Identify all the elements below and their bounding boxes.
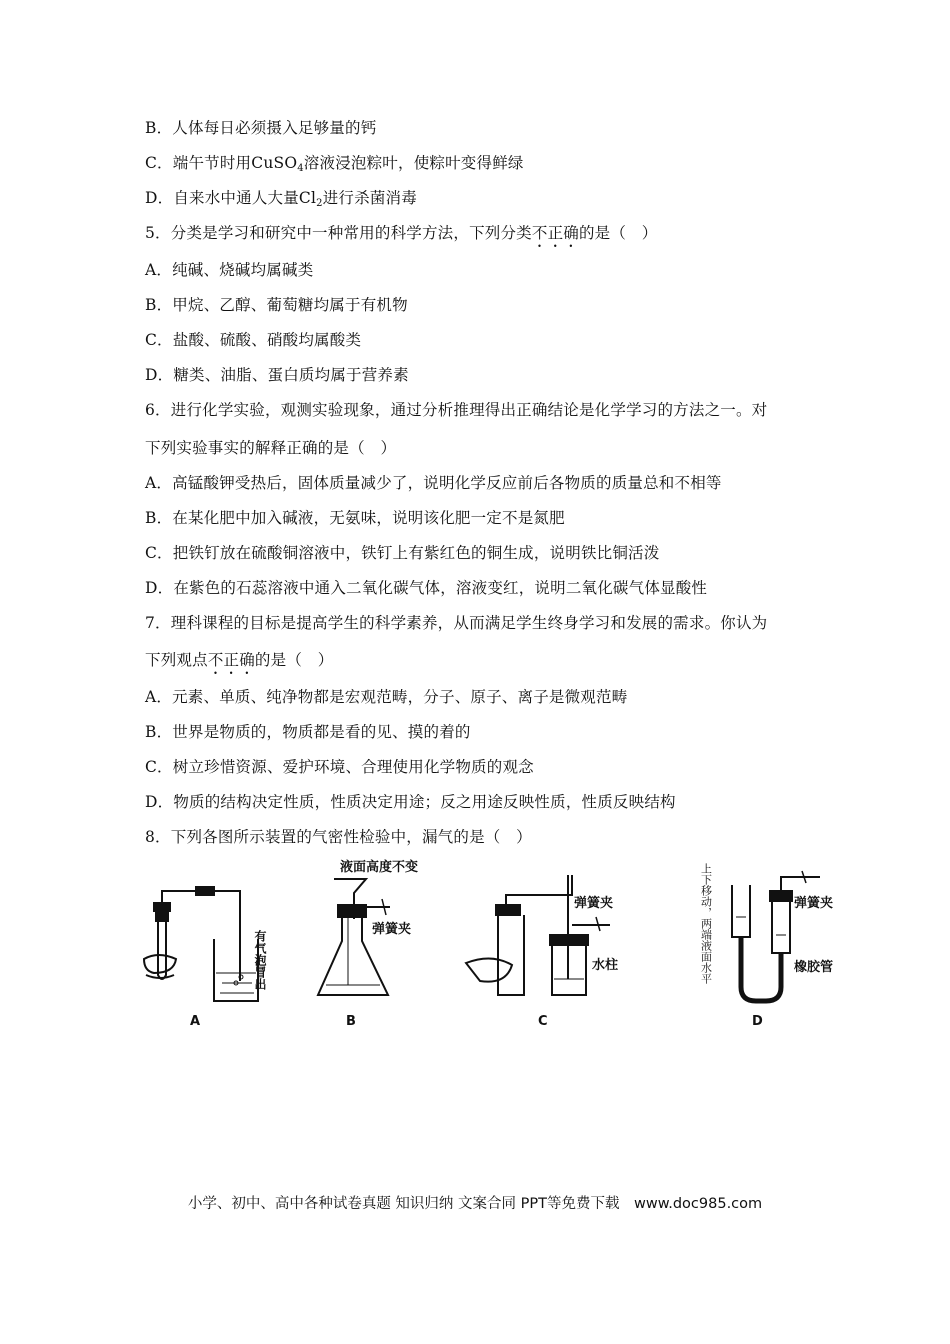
emphasis-text: 不正确	[207, 651, 255, 669]
question-7-stem-2	[145, 649, 333, 678]
stem-text: 5．分类是学习和研究中一种常用的科学方法，下列分类	[145, 224, 532, 242]
stem-text: 下列观点	[145, 651, 208, 669]
note-b-2: 弹簧夹	[372, 922, 412, 937]
note-d-1-text: 上下移动，两端液面水平	[699, 863, 713, 984]
note-a-text: 有气泡冒出	[253, 930, 267, 990]
question-6-stem-2: 下列实验事实的解释正确的是（ ）	[145, 439, 397, 457]
note-d-1	[700, 862, 713, 984]
stem-text-end: 的是（ ）	[254, 651, 334, 669]
apparatus-a	[144, 887, 258, 1001]
option-5a: A．纯碱、烧碱均属碱类	[145, 261, 314, 279]
option-6d: D．在紫色的石蕊溶液中通入二氧化碳气体，溶液变红，说明二氧化碳气体显酸性	[145, 579, 708, 597]
option-4d	[145, 187, 417, 215]
note-b-1: 液面高度不变	[340, 860, 419, 875]
option-4c-text: C．端午节时用CuSO	[145, 154, 298, 172]
option-5d: D．糖类、油脂、蛋白质均属于营养素	[145, 366, 409, 384]
note-a	[253, 929, 267, 991]
option-7c: C．树立珍惜资源、爱护环境、合理使用化学物质的观念	[145, 758, 534, 776]
subscript: 2	[316, 198, 323, 209]
question-5-stem	[145, 222, 658, 251]
emphasis-text: 不正确	[531, 224, 579, 242]
option-6a: A．高锰酸钾受热后，固体质量减少了，说明化学反应前后各物质的质量总和不相等	[145, 474, 722, 492]
page-footer: 小学、初中、高中各种试卷真题 知识归纳 文案合同 PPT等免费下载 www.doc985.com	[187, 1196, 763, 1212]
question-6-stem-1: 6．进行化学实验，观测实验现象，通过分析推理得出正确结论是化学学习的方法之一。对	[145, 401, 768, 419]
label-c: C	[538, 1014, 548, 1029]
note-c-2: 水柱	[592, 958, 619, 973]
stem-text-end: 的是（ ）	[578, 224, 658, 242]
option-4b: B．人体每日必须摄入足够量的钙	[145, 119, 377, 137]
note-c-1: 弹簧夹	[574, 896, 614, 911]
apparatus-d	[732, 871, 820, 1001]
option-4d-text: D．自来水中通人大量Cl	[145, 189, 317, 207]
option-4d-text-end: 进行杀菌消毒	[322, 189, 417, 207]
label-a: A	[190, 1014, 201, 1029]
apparatus-figure	[140, 855, 860, 1035]
note-d-3: 橡胶管	[794, 960, 834, 975]
option-4c-text-end: 溶液浸泡粽叶，使粽叶变得鲜绿	[303, 154, 524, 172]
option-5b: B．甲烷、乙醇、葡萄糖均属于有机物	[145, 296, 408, 314]
option-5c: C．盐酸、硫酸、硝酸均属酸类	[145, 331, 362, 349]
label-b: B	[346, 1014, 356, 1029]
note-d-2: 弹簧夹	[794, 896, 834, 911]
option-7d: D．物质的结构决定性质，性质决定用途；反之用途反映性质，性质反映结构	[145, 793, 676, 811]
option-4c	[145, 152, 524, 180]
question-7-stem-1: 7．理科课程的目标是提高学生的科学素养，从而满足学生终身学习和发展的需求。你认为	[145, 614, 768, 632]
option-7a: A．元素、单质、纯净物都是宏观范畴，分子、原子、离子是微观范畴	[145, 688, 628, 706]
apparatus-b	[318, 879, 390, 995]
question-8-stem: 8．下列各图所示装置的气密性检验中，漏气的是（ ）	[145, 828, 532, 846]
option-6b: B．在某化肥中加入碱液，无氨味，说明该化肥一定不是氮肥	[145, 509, 565, 527]
apparatus-c	[466, 875, 610, 995]
label-d: D	[752, 1014, 763, 1029]
subscript: 4	[297, 163, 304, 174]
option-7b: B．世界是物质的，物质都是看的见、摸的着的	[145, 723, 471, 741]
option-6c: C．把铁钉放在硫酸铜溶液中，铁钉上有紫红色的铜生成，说明铁比铜活泼	[145, 544, 660, 562]
